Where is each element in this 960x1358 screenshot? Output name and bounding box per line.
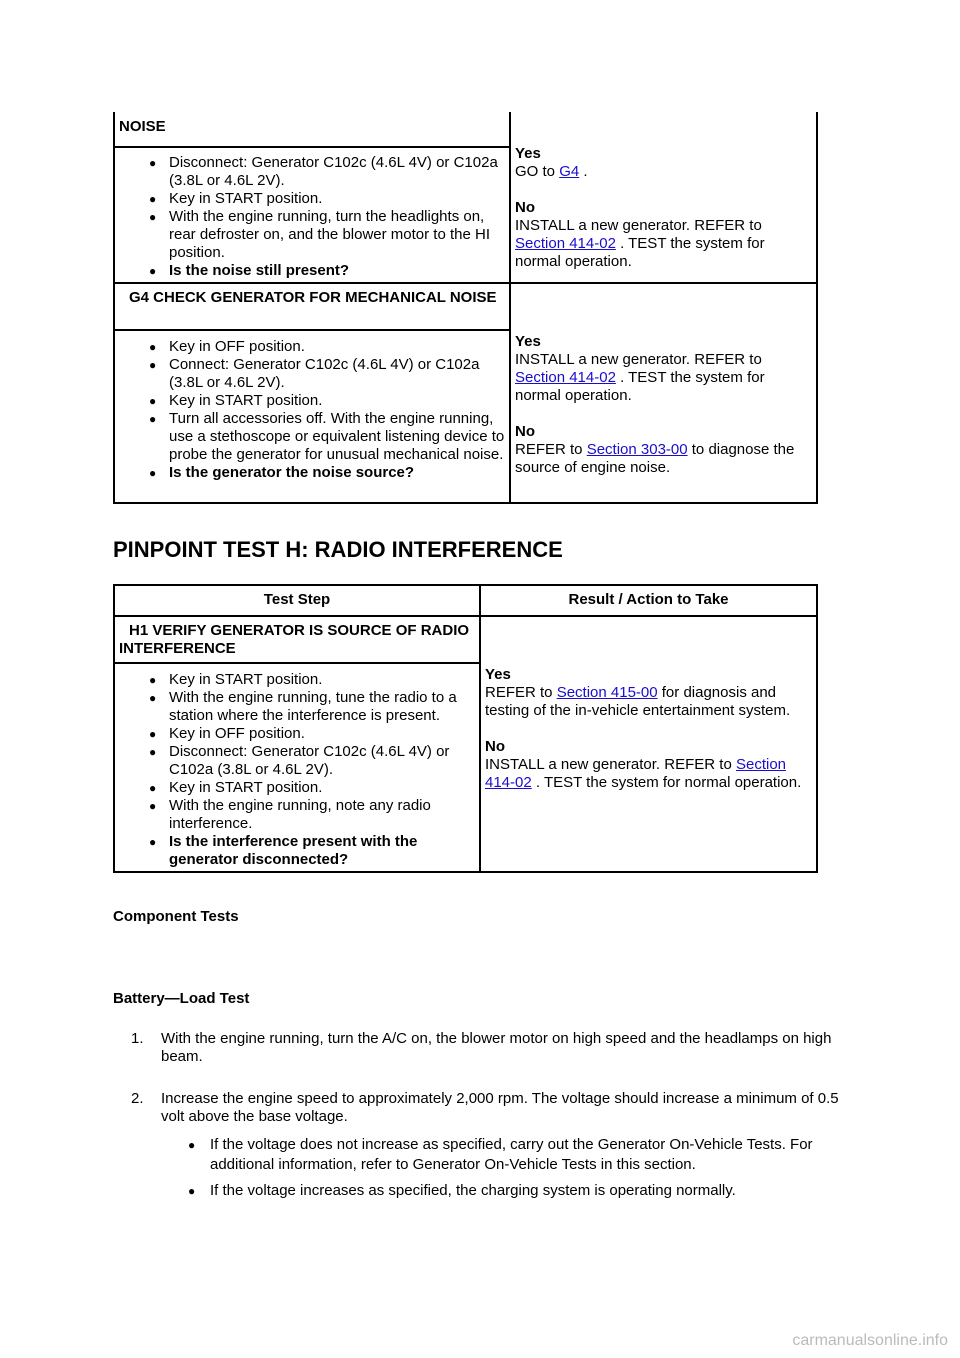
h1-step-list [119, 671, 475, 869]
step-text: With the engine running, turn the A/C on, the blower motor on high speed and the headlamps on high beam. [161, 1030, 832, 1065]
g4-step-list [119, 338, 505, 482]
g3-yes-text: GO to G4 . [515, 163, 588, 180]
h1-yes-label: Yes [485, 666, 511, 683]
h1-yes-text: REFER to Section 415-00 for diagnosis and testing of the in-vehicle entertainment system. [485, 684, 791, 719]
col-result: Result / Action to Take [480, 585, 817, 616]
list-item: ● Key in START position. [169, 392, 505, 410]
section-303-00-link[interactable]: Section 303-00 [586, 441, 688, 458]
g4-title: G4 CHECK GENERATOR FOR MECHANICAL NOISE [129, 289, 497, 306]
list-item: ● Turn all accessories off. With the engine running, use a stethoscope or equivalent listening device to probe the generator for unusual mechanical noise. [169, 410, 505, 464]
battery-step-1 [131, 1030, 851, 1066]
watermark: carmanualsonline.info [792, 1332, 948, 1349]
list-item: ● With the engine running, tune the radio to a station where the interference is present. [169, 689, 475, 725]
g3-question: ● Is the noise still present? [169, 262, 505, 280]
pinpoint-table-h [113, 584, 818, 873]
list-item: ● Key in START position. [169, 190, 505, 208]
h1-steps-cell [114, 663, 480, 872]
step-text: Increase the engine speed to approximately 2,000 rpm. The voltage should increase a minimum of 0.5 volt above the base voltage. [161, 1090, 839, 1125]
g4-no-text: REFER to Section 303-00 to diagnose the source of engine noise. [515, 441, 795, 476]
h1-question: ● Is the interference present with the generator disconnected? [169, 833, 475, 869]
step-number: 2. [131, 1090, 144, 1107]
list-item: ● With the engine running, turn the headlights on, rear defroster on, and the blower motor to the HI position. [169, 208, 505, 262]
list-item: ● Key in START position. [169, 779, 475, 797]
step-number: 1. [131, 1030, 144, 1047]
g4-yes-label: Yes [515, 333, 541, 350]
list-item: ● With the engine running, note any radio interference. [169, 797, 475, 833]
section-414-02-link[interactable]: Section 414-02 [515, 235, 616, 252]
section-heading: PINPOINT TEST H: RADIO INTERFERENCE [113, 537, 563, 562]
pinpoint-table-g [113, 112, 818, 504]
battery-step-2 [131, 1090, 851, 1126]
h1-no-text: INSTALL a new generator. REFER to Section 414-02 . TEST the system for normal operation. [485, 756, 802, 791]
list-item: ● Disconnect: Generator C102c (4.6L 4V) or C102a (3.8L or 4.6L 2V). [169, 154, 505, 190]
list-item: ● Disconnect: Generator C102c (4.6L 4V) or C102a (3.8L or 4.6L 2V). [169, 743, 475, 779]
list-item: ● Key in OFF position. [169, 725, 475, 743]
g3-result-cell [510, 112, 817, 283]
g4-question: ● Is the generator the noise source? [169, 464, 505, 482]
battery-load-test-heading: Battery—Load Test [113, 990, 250, 1007]
h1-title: H1 VERIFY GENERATOR IS SOURCE OF RADIO INTERFERENCE [119, 622, 470, 657]
list-item: ● Key in START position. [169, 671, 475, 689]
battery-bullet: ● If the voltage does not increase as specified, carry out the Generator On-Vehicle Tests. For additional information, refer to Generator On-Vehicle Tests in this section. [210, 1135, 850, 1175]
g4-result-cell [510, 283, 817, 503]
h1-title-cell [114, 616, 480, 663]
col-test-step: Test Step [114, 585, 480, 616]
g4-title-cell [114, 283, 510, 330]
g3-step-list [119, 154, 505, 280]
noise-title-cell [114, 112, 510, 147]
battery-bullet: ● If the voltage increases as specified, the charging system is operating normally. [210, 1181, 850, 1201]
g3-yes-label: Yes [515, 145, 541, 162]
g4-no-label: No [515, 423, 535, 440]
g4-yes-text: INSTALL a new generator. REFER to Section 414-02 . TEST the system for normal operation. [515, 351, 765, 404]
g3-steps-cell [114, 147, 510, 283]
section-415-00-link[interactable]: Section 415-00 [556, 684, 658, 701]
h1-no-label: No [485, 738, 505, 755]
noise-title: NOISE [119, 118, 166, 135]
list-item: ● Connect: Generator C102c (4.6L 4V) or C102a (3.8L or 4.6L 2V). [169, 356, 505, 392]
g3-no-label: No [515, 199, 535, 216]
section-414-02-link[interactable]: Section 414-02 [515, 369, 616, 386]
component-tests-heading: Component Tests [113, 908, 239, 925]
g4-link[interactable]: G4 [559, 163, 580, 180]
section-414-02-link[interactable]: Section 414-02 [485, 756, 787, 791]
h1-result-cell [480, 616, 817, 872]
g3-no-text: INSTALL a new generator. REFER to Section 414-02 . TEST the system for normal operation. [515, 217, 765, 270]
g4-steps-cell [114, 330, 510, 503]
list-item: ● Key in OFF position. [169, 338, 505, 356]
